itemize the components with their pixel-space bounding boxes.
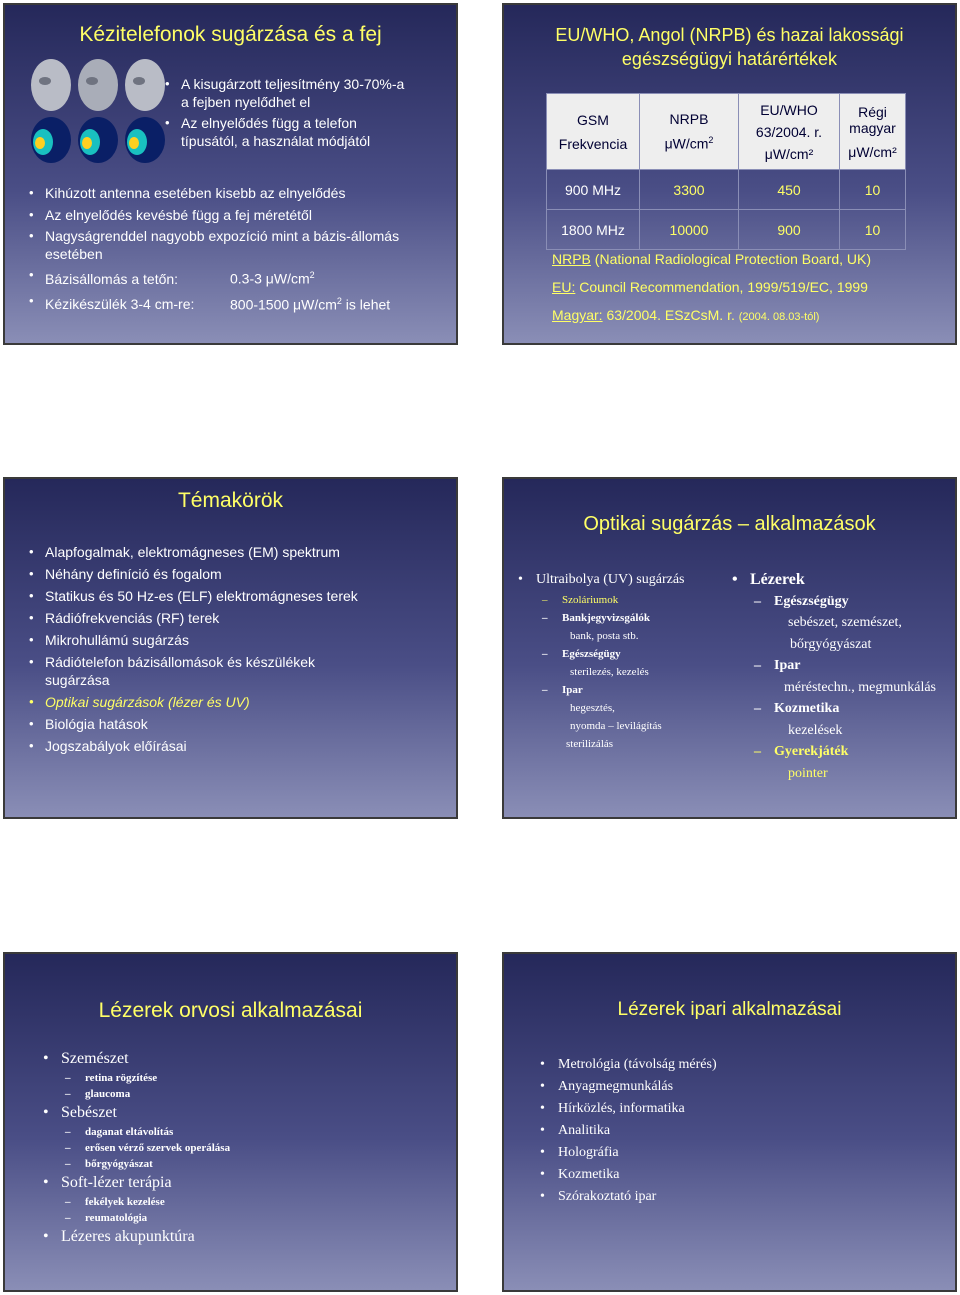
bullet: • Az elnyelődés kevésbé függ a fej méretétől [29, 205, 449, 225]
base-station-value: 0.3-3 μW/cm [230, 270, 310, 287]
note-nrpb: NRPB (National Radiological Protection Board, UK) [552, 251, 872, 267]
medical-subitem: – bőrgyógyászat [65, 1156, 453, 1172]
slide-phone-radiation [3, 3, 458, 345]
uv-bank: – Bankjegyvizsgálók [542, 609, 733, 627]
table-header-row [547, 94, 906, 170]
laser-health-detail: sebészet, szemészet, [788, 615, 902, 630]
header-cell: Régi magyar μW/cm² [840, 94, 906, 170]
uv-industry: – Ipar [542, 681, 733, 699]
topic-item: • Mikrohullámú sugárzás [29, 631, 449, 649]
slide-topics [3, 477, 458, 819]
slide-title: Lézerek ipari alkalmazásai [617, 999, 842, 1020]
medical-subitem: – daganat eltávolítás [65, 1124, 453, 1140]
uv-solarium: – Szoláriumok [542, 591, 733, 609]
topic-item: • Rádiótelefon bázisállomások és készülékek sugárzása [29, 653, 375, 689]
uv-industry-detail: nyomda – levilágítás [570, 720, 662, 732]
cell-regi: 10 [840, 170, 906, 210]
industrial-item: • Holográfia [540, 1145, 619, 1160]
uv-head-item: • Ultraibolya (UV) sugárzás [518, 572, 685, 587]
head-images [23, 55, 173, 165]
uv-bank-detail: bank, posta stb. [570, 630, 639, 642]
limits-table [546, 93, 906, 250]
slide-title: EU/WHO, Angol (NRPB) és hazai lakossági egészségügyi határértékek [555, 25, 904, 69]
slide-title: Kézitelefonok sugárzása és a fej [79, 23, 382, 46]
topic-item: • Statikus és 50 Hz-es (ELF) elektromágneses terek [29, 587, 449, 605]
uv-health-detail: sterilezés, kezelés [570, 666, 649, 678]
cell-frequency: 900 MHz [547, 170, 640, 210]
slide-limits [502, 3, 957, 345]
uv-column [518, 571, 733, 753]
industrial-item: • Analitika [540, 1123, 611, 1138]
slide-optical [502, 477, 957, 819]
laser-industry-detail: méréstechn., megmunkálás [784, 679, 937, 695]
slide-industrial-lasers [502, 952, 957, 1292]
industrial-item: • Hírközlés, informatika [540, 1101, 685, 1116]
uv-health: – Egészségügy [542, 645, 733, 663]
intro-bullet: • A kisugárzott teljesítmény 30-70%-a a fejben nyelődhet el [165, 75, 405, 111]
table-row [547, 170, 906, 210]
table-row [547, 210, 906, 250]
cell-euwho: 450 [739, 170, 840, 210]
medical-item: • Sebészet [43, 1104, 117, 1121]
laser-cosmetics-detail: kezelések [788, 722, 843, 738]
bullet-handset [29, 291, 449, 315]
note-magyar: Magyar: 63/2004. ESzCsM. r. (2004. 08.03-tól) [552, 307, 820, 323]
topic-item: • Néhány definíció és fogalom [29, 565, 449, 583]
handset-label: Kézikészülék 3-4 cm-re: [45, 296, 195, 313]
medical-subitem: – glaucoma [65, 1086, 453, 1102]
topic-list [29, 543, 449, 755]
cell-nrpb: 10000 [640, 210, 739, 250]
unit-sup: 2 [309, 270, 315, 280]
topic-item: • Biológia hatások [29, 715, 449, 733]
header-cell: EU/WHO 63/2004. r. μW/cm² [739, 94, 840, 170]
laser-column [732, 569, 957, 784]
medical-subitem: – fekélyek kezelése [65, 1194, 453, 1210]
laser-cosmetics: – Kozmetika [754, 698, 957, 720]
header-cell: GSM Frekvencia [547, 94, 640, 170]
slide-title: Optikai sugárzás – alkalmazások [583, 513, 876, 535]
topic-item: • Jogszabályok előírásai [29, 737, 449, 755]
industrial-item: • Szórakoztató ipar [540, 1189, 657, 1204]
topic-item-highlight: • Optikai sugárzások (lézer és UV) [29, 693, 449, 711]
laser-toys: – Gyerekjáték [754, 741, 957, 763]
cell-regi: 10 [840, 210, 906, 250]
cell-nrpb: 3300 [640, 170, 739, 210]
laser-head-item: • Lézerek [732, 571, 805, 588]
header-cell: NRPB $\mu W/cm^2$ [640, 94, 739, 170]
topic-item: • Alapfogalmak, elektromágneses (EM) spektrum [29, 543, 449, 561]
medical-subitem: – retina rögzítése [65, 1070, 453, 1086]
medical-item: • Szemészet [43, 1050, 129, 1067]
main-bullets [29, 183, 449, 314]
base-station-label: Bázisállomás a tetőn: [45, 270, 179, 287]
cell-euwho: 900 [739, 210, 840, 250]
bullet: • Nagyságrenddel nagyobb expozíció mint a bázis-állomás esetében [29, 227, 405, 263]
laser-industry: – Ipar [754, 655, 957, 677]
medical-subitem: – reumatológia [65, 1210, 453, 1226]
uv-industry-detail: hegesztés, [570, 702, 615, 714]
intro-bullet: • Az elnyelődés függ a telefon típusától, a használat módjától [165, 114, 405, 150]
intro-bullets [165, 75, 405, 150]
laser-toys-detail: pointer [788, 765, 828, 781]
uv-industry-detail: sterilizálás [566, 738, 614, 750]
handset-suffix: is lehet [341, 296, 391, 313]
medical-item: • Soft-lézer terápia [43, 1174, 172, 1191]
unit-sup: 2 [336, 295, 342, 306]
industrial-item: • Anyagmegmunkálás [540, 1079, 674, 1094]
notes [552, 251, 952, 323]
medical-subitem: – erősen vérző szervek operálása [65, 1140, 453, 1156]
note-eu: EU: Council Recommendation, 1999/519/EC, 1999 [552, 279, 868, 295]
slide-title: Lézerek orvosi alkalmazásai [98, 999, 363, 1022]
industrial-item: • Kozmetika [540, 1167, 620, 1182]
medical-list [43, 1048, 453, 1248]
medical-item: • Lézeres akupunktúra [43, 1228, 195, 1245]
industrial-list [540, 1054, 950, 1208]
bullet-base-station [29, 265, 449, 289]
laser-health-detail: bőrgyógyászat [790, 636, 872, 652]
laser-health: – Egészségügy [754, 591, 957, 613]
handset-value: 800-1500 μW/cm [230, 296, 337, 313]
topic-item: • Rádiófrekvenciás (RF) terek [29, 609, 449, 627]
bullet: • Kihúzott antenna esetében kisebb az elnyelődés [29, 183, 449, 203]
industrial-item: • Metrológia (távolság mérés) [540, 1057, 717, 1072]
slide-title: Témakörök [177, 489, 284, 512]
slide-medical-lasers [3, 952, 458, 1292]
cell-frequency: 1800 MHz [547, 210, 640, 250]
